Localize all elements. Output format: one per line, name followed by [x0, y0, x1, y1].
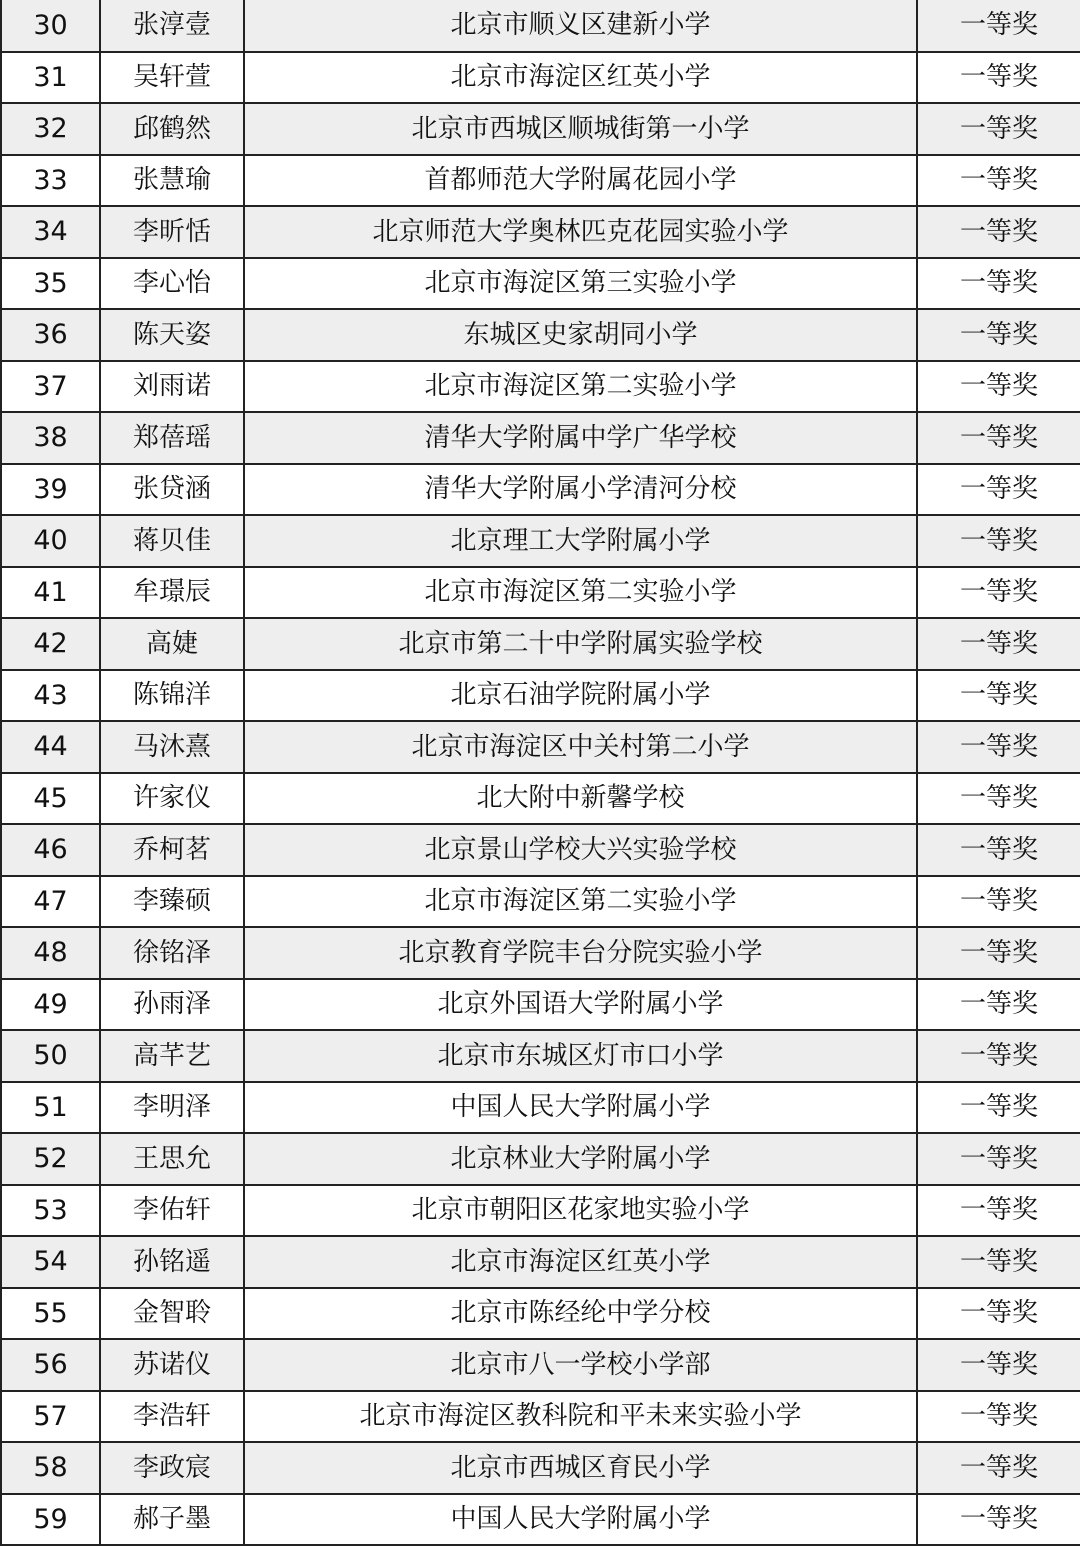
- award-level-cell: 一等奖: [917, 876, 1080, 928]
- table-row: [1, 567, 1080, 619]
- student-name-cell: 王思允: [100, 1133, 244, 1185]
- award-level-cell: 一等奖: [917, 927, 1080, 979]
- school-name-cell: 北京市西城区顺城街第一小学: [244, 103, 917, 155]
- rank-cell: 34: [1, 206, 100, 258]
- award-level-cell: 一等奖: [917, 1288, 1080, 1340]
- rank-cell: 45: [1, 773, 100, 825]
- award-level-cell: 一等奖: [917, 567, 1080, 619]
- school-name-cell: 北京市海淀区教科院和平未来实验小学: [244, 1391, 917, 1443]
- table-row: [1, 1236, 1080, 1288]
- student-name-cell: 高芊艺: [100, 1030, 244, 1082]
- student-name-cell: 李政宸: [100, 1442, 244, 1494]
- table-row: [1, 1288, 1080, 1340]
- school-name-cell: 北京林业大学附属小学: [244, 1133, 917, 1185]
- student-name-cell: 金智聆: [100, 1288, 244, 1340]
- award-level-cell: 一等奖: [917, 670, 1080, 722]
- student-name-cell: 陈锦洋: [100, 670, 244, 722]
- table-row: [1, 824, 1080, 876]
- rank-cell: 35: [1, 258, 100, 310]
- student-name-cell: 李浩轩: [100, 1391, 244, 1443]
- school-name-cell: 北京市海淀区第二实验小学: [244, 361, 917, 413]
- school-name-cell: 北京石油学院附属小学: [244, 670, 917, 722]
- rank-cell: 49: [1, 979, 100, 1031]
- student-name-cell: 陈天姿: [100, 309, 244, 361]
- award-level-cell: 一等奖: [917, 258, 1080, 310]
- school-name-cell: 北京市海淀区红英小学: [244, 1236, 917, 1288]
- rank-cell: 48: [1, 927, 100, 979]
- table-row: [1, 103, 1080, 155]
- school-name-cell: 中国人民大学附属小学: [244, 1082, 917, 1134]
- student-name-cell: 许家仪: [100, 773, 244, 825]
- school-name-cell: 北京市海淀区中关村第二小学: [244, 721, 917, 773]
- rank-cell: 38: [1, 412, 100, 464]
- award-level-cell: 一等奖: [917, 1030, 1080, 1082]
- student-name-cell: 张慧瑜: [100, 155, 244, 207]
- school-name-cell: 清华大学附属中学广华学校: [244, 412, 917, 464]
- school-name-cell: 北京师范大学奥林匹克花园实验小学: [244, 206, 917, 258]
- table-row: [1, 464, 1080, 516]
- award-list-body: [1, 0, 1080, 1545]
- table-row: [1, 670, 1080, 722]
- table-row: [1, 258, 1080, 310]
- table-row: [1, 206, 1080, 258]
- rank-cell: 41: [1, 567, 100, 619]
- student-name-cell: 高婕: [100, 618, 244, 670]
- award-level-cell: 一等奖: [917, 515, 1080, 567]
- school-name-cell: 北京市海淀区第二实验小学: [244, 567, 917, 619]
- student-name-cell: 马沐熹: [100, 721, 244, 773]
- award-level-cell: 一等奖: [917, 103, 1080, 155]
- table-row: [1, 1082, 1080, 1134]
- rank-cell: 55: [1, 1288, 100, 1340]
- rank-cell: 59: [1, 1494, 100, 1546]
- student-name-cell: 孙雨泽: [100, 979, 244, 1031]
- student-name-cell: 李昕恬: [100, 206, 244, 258]
- table-row: [1, 876, 1080, 928]
- student-name-cell: 张贷涵: [100, 464, 244, 516]
- rank-cell: 33: [1, 155, 100, 207]
- rank-cell: 37: [1, 361, 100, 413]
- rank-cell: 32: [1, 103, 100, 155]
- award-level-cell: 一等奖: [917, 309, 1080, 361]
- award-level-cell: 一等奖: [917, 773, 1080, 825]
- student-name-cell: 邱鹤然: [100, 103, 244, 155]
- table-row: [1, 1442, 1080, 1494]
- award-level-cell: 一等奖: [917, 206, 1080, 258]
- school-name-cell: 北京教育学院丰台分院实验小学: [244, 927, 917, 979]
- award-level-cell: 一等奖: [917, 52, 1080, 104]
- school-name-cell: 清华大学附属小学清河分校: [244, 464, 917, 516]
- student-name-cell: 李佑轩: [100, 1185, 244, 1237]
- table-row: [1, 618, 1080, 670]
- rank-cell: 51: [1, 1082, 100, 1134]
- award-level-cell: 一等奖: [917, 1494, 1080, 1546]
- student-name-cell: 郝子墨: [100, 1494, 244, 1546]
- table-row: [1, 1185, 1080, 1237]
- school-name-cell: 北京市西城区育民小学: [244, 1442, 917, 1494]
- rank-cell: 36: [1, 309, 100, 361]
- award-level-cell: 一等奖: [917, 155, 1080, 207]
- student-name-cell: 李明泽: [100, 1082, 244, 1134]
- rank-cell: 40: [1, 515, 100, 567]
- rank-cell: 54: [1, 1236, 100, 1288]
- rank-cell: 31: [1, 52, 100, 104]
- school-name-cell: 北京景山学校大兴实验学校: [244, 824, 917, 876]
- school-name-cell: 北京理工大学附属小学: [244, 515, 917, 567]
- award-level-cell: 一等奖: [917, 1442, 1080, 1494]
- student-name-cell: 牟璟辰: [100, 567, 244, 619]
- student-name-cell: 蒋贝佳: [100, 515, 244, 567]
- rank-cell: 42: [1, 618, 100, 670]
- rank-cell: 53: [1, 1185, 100, 1237]
- award-level-cell: 一等奖: [917, 979, 1080, 1031]
- rank-cell: 47: [1, 876, 100, 928]
- rank-cell: 30: [1, 0, 100, 52]
- table-row: [1, 361, 1080, 413]
- award-level-cell: 一等奖: [917, 618, 1080, 670]
- table-row: [1, 979, 1080, 1031]
- table-row: [1, 515, 1080, 567]
- award-level-cell: 一等奖: [917, 1339, 1080, 1391]
- award-level-cell: 一等奖: [917, 1236, 1080, 1288]
- school-name-cell: 北京市八一学校小学部: [244, 1339, 917, 1391]
- school-name-cell: 东城区史家胡同小学: [244, 309, 917, 361]
- school-name-cell: 北京市海淀区红英小学: [244, 52, 917, 104]
- table-row: [1, 155, 1080, 207]
- award-level-cell: 一等奖: [917, 1185, 1080, 1237]
- table-row: [1, 412, 1080, 464]
- rank-cell: 50: [1, 1030, 100, 1082]
- table-row: [1, 0, 1080, 52]
- school-name-cell: 北京外国语大学附属小学: [244, 979, 917, 1031]
- rank-cell: 43: [1, 670, 100, 722]
- rank-cell: 46: [1, 824, 100, 876]
- table-row: [1, 927, 1080, 979]
- award-level-cell: 一等奖: [917, 824, 1080, 876]
- school-name-cell: 北京市顺义区建新小学: [244, 0, 917, 52]
- award-level-cell: 一等奖: [917, 361, 1080, 413]
- table-row: [1, 1391, 1080, 1443]
- school-name-cell: 北京市海淀区第三实验小学: [244, 258, 917, 310]
- student-name-cell: 张淳壹: [100, 0, 244, 52]
- student-name-cell: 吴轩萱: [100, 52, 244, 104]
- student-name-cell: 徐铭泽: [100, 927, 244, 979]
- table-row: [1, 773, 1080, 825]
- student-name-cell: 苏诺仪: [100, 1339, 244, 1391]
- table-row: [1, 721, 1080, 773]
- award-level-cell: 一等奖: [917, 412, 1080, 464]
- rank-cell: 56: [1, 1339, 100, 1391]
- table-row: [1, 52, 1080, 104]
- school-name-cell: 北京市陈经纶中学分校: [244, 1288, 917, 1340]
- school-name-cell: 北京市朝阳区花家地实验小学: [244, 1185, 917, 1237]
- student-name-cell: 孙铭遥: [100, 1236, 244, 1288]
- award-level-cell: 一等奖: [917, 1082, 1080, 1134]
- school-name-cell: 北京市海淀区第二实验小学: [244, 876, 917, 928]
- table-row: [1, 309, 1080, 361]
- student-name-cell: 郑蓓瑶: [100, 412, 244, 464]
- student-name-cell: 李心怡: [100, 258, 244, 310]
- school-name-cell: 北京市东城区灯市口小学: [244, 1030, 917, 1082]
- award-level-cell: 一等奖: [917, 464, 1080, 516]
- student-name-cell: 李臻硕: [100, 876, 244, 928]
- school-name-cell: 首都师范大学附属花园小学: [244, 155, 917, 207]
- table-row: [1, 1133, 1080, 1185]
- rank-cell: 58: [1, 1442, 100, 1494]
- table-row: [1, 1030, 1080, 1082]
- school-name-cell: 中国人民大学附属小学: [244, 1494, 917, 1546]
- student-name-cell: 乔柯茗: [100, 824, 244, 876]
- rank-cell: 57: [1, 1391, 100, 1443]
- student-name-cell: 刘雨诺: [100, 361, 244, 413]
- rank-cell: 44: [1, 721, 100, 773]
- rank-cell: 52: [1, 1133, 100, 1185]
- school-name-cell: 北京市第二十中学附属实验学校: [244, 618, 917, 670]
- table-row: [1, 1494, 1080, 1546]
- award-level-cell: 一等奖: [917, 1133, 1080, 1185]
- school-name-cell: 北大附中新馨学校: [244, 773, 917, 825]
- award-level-cell: 一等奖: [917, 721, 1080, 773]
- rank-cell: 39: [1, 464, 100, 516]
- table-row: [1, 1339, 1080, 1391]
- award-level-cell: 一等奖: [917, 1391, 1080, 1443]
- award-level-cell: 一等奖: [917, 0, 1080, 52]
